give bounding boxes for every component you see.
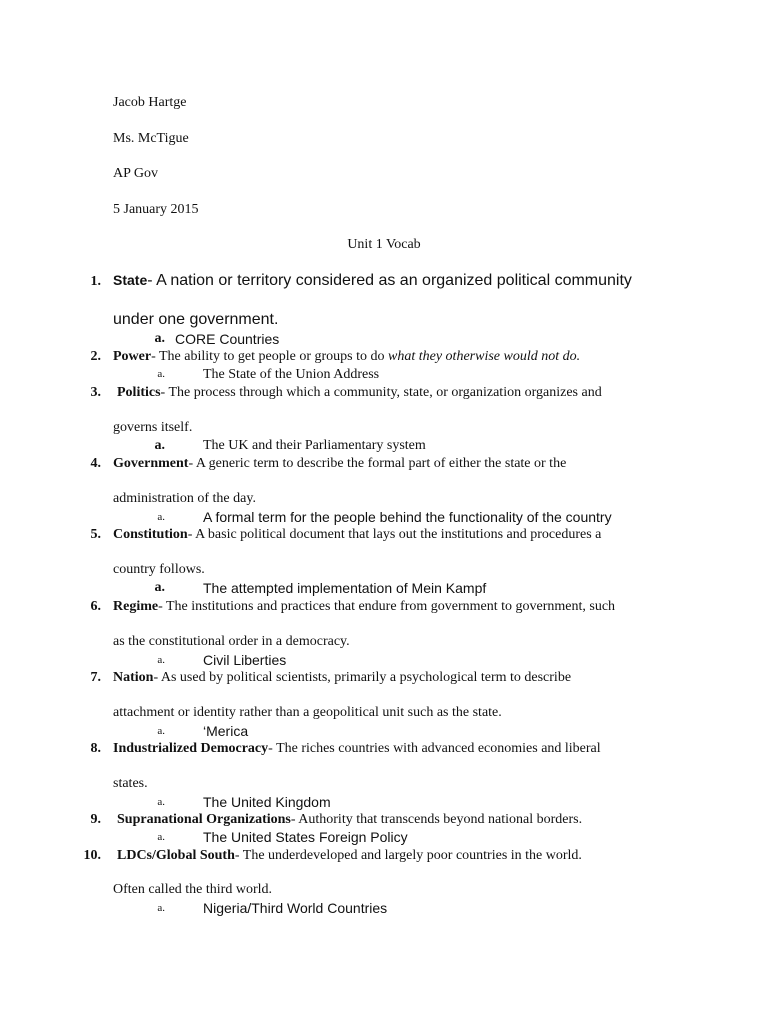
example-text: The State of the Union Address <box>203 367 380 382</box>
example-text: The United Kingdom <box>203 794 331 810</box>
vocab-term: Supranational Organizations <box>117 812 291 827</box>
vocab-definition <box>113 456 566 472</box>
item-number: 3. <box>90 385 101 400</box>
definition-text: - A generic term to describe the formal part of either the state or the <box>188 456 567 471</box>
definition-continuation: under one government. <box>113 311 279 328</box>
vocab-definition <box>113 527 601 543</box>
item-number: 8. <box>90 741 101 756</box>
vocab-definition <box>117 848 582 864</box>
document-title: Unit 1 Vocab <box>347 237 421 252</box>
vocab-term: Nation <box>113 670 154 685</box>
definition-continuation: as the constitutional order in a democracy. <box>113 634 350 649</box>
item-number: 7. <box>90 670 101 685</box>
example-letter: a. <box>157 368 165 380</box>
vocab-term: Industrialized Democracy <box>113 741 269 756</box>
item-number: 4. <box>90 456 101 471</box>
definition-text: - The ability to get people or groups to do <box>151 349 389 364</box>
vocab-term: State <box>113 272 148 288</box>
example-letter: a. <box>157 796 165 808</box>
vocab-definition <box>113 741 601 757</box>
item-number: 2. <box>90 349 101 364</box>
example-letter: a. <box>154 438 165 453</box>
definition-continuation: country follows. <box>113 562 205 577</box>
definition-text: - The underdeveloped and largely poor countries in the world. <box>234 848 582 863</box>
definition-text: - A basic political document that lays out the institutions and procedures a <box>187 527 602 542</box>
item-number: 9. <box>90 812 101 827</box>
example-text: Nigeria/Third World Countries <box>203 900 388 916</box>
example-text: CORE Countries <box>175 331 280 347</box>
vocab-definition <box>113 272 632 290</box>
example-letter: a. <box>154 331 165 346</box>
definition-italic-text: what they otherwise would not do. <box>388 349 581 364</box>
vocab-term: LDCs/Global South <box>117 848 235 863</box>
vocab-definition <box>117 385 602 401</box>
definition-text: - As used by political scientists, primarily a psychological term to describe <box>153 670 572 685</box>
definition-continuation: governs itself. <box>113 420 193 435</box>
course-name: AP Gov <box>113 166 158 181</box>
vocab-definition <box>113 670 571 686</box>
item-number: 5. <box>90 527 101 542</box>
vocab-definition <box>113 349 580 365</box>
vocab-term: Power <box>113 349 152 364</box>
example-text: The attempted implementation of Mein Kampf <box>203 580 487 596</box>
student-name: Jacob Hartge <box>113 95 187 110</box>
vocab-term: Politics <box>117 385 161 400</box>
example-letter: a. <box>157 902 165 914</box>
item-number: 1. <box>90 274 101 289</box>
item-number: 6. <box>90 599 101 614</box>
definition-text: - The institutions and practices that endure from government to government, such <box>158 599 616 614</box>
definition-continuation: attachment or identity rather than a geopolitical unit such as the state. <box>113 705 502 720</box>
item-number: 10. <box>83 848 101 863</box>
definition-text: - The riches countries with advanced economies and liberal <box>268 741 601 756</box>
vocab-term: Regime <box>113 599 159 614</box>
example-text: The UK and their Parliamentary system <box>203 438 426 453</box>
definition-continuation: Often called the third world. <box>113 882 273 897</box>
example-letter: a. <box>157 831 165 843</box>
vocab-definition <box>113 599 615 615</box>
example-letter: a. <box>157 654 165 666</box>
definition-continuation: administration of the day. <box>113 491 256 506</box>
vocab-term: Government <box>113 456 189 471</box>
teacher-name: Ms. McTigue <box>113 131 189 146</box>
example-letter: a. <box>154 580 165 595</box>
example-letter: a. <box>157 511 165 523</box>
document-date: 5 January 2015 <box>113 202 199 217</box>
example-text: A formal term for the people behind the functionality of the country <box>203 509 612 525</box>
vocab-term: Constitution <box>113 527 188 542</box>
definition-text: - A nation or territory considered as an organized political community <box>147 272 632 289</box>
definition-continuation: states. <box>113 776 148 791</box>
example-text: Civil Liberties <box>203 652 287 668</box>
example-text: The United States Foreign Policy <box>203 829 408 845</box>
definition-text: - The process through which a community, state, or organization organizes and <box>160 385 602 400</box>
example-letter: a. <box>157 725 165 737</box>
vocab-definition <box>117 812 582 828</box>
definition-text: - Authority that transcends beyond national borders. <box>290 812 583 827</box>
example-text: ‘Merica <box>203 723 249 739</box>
